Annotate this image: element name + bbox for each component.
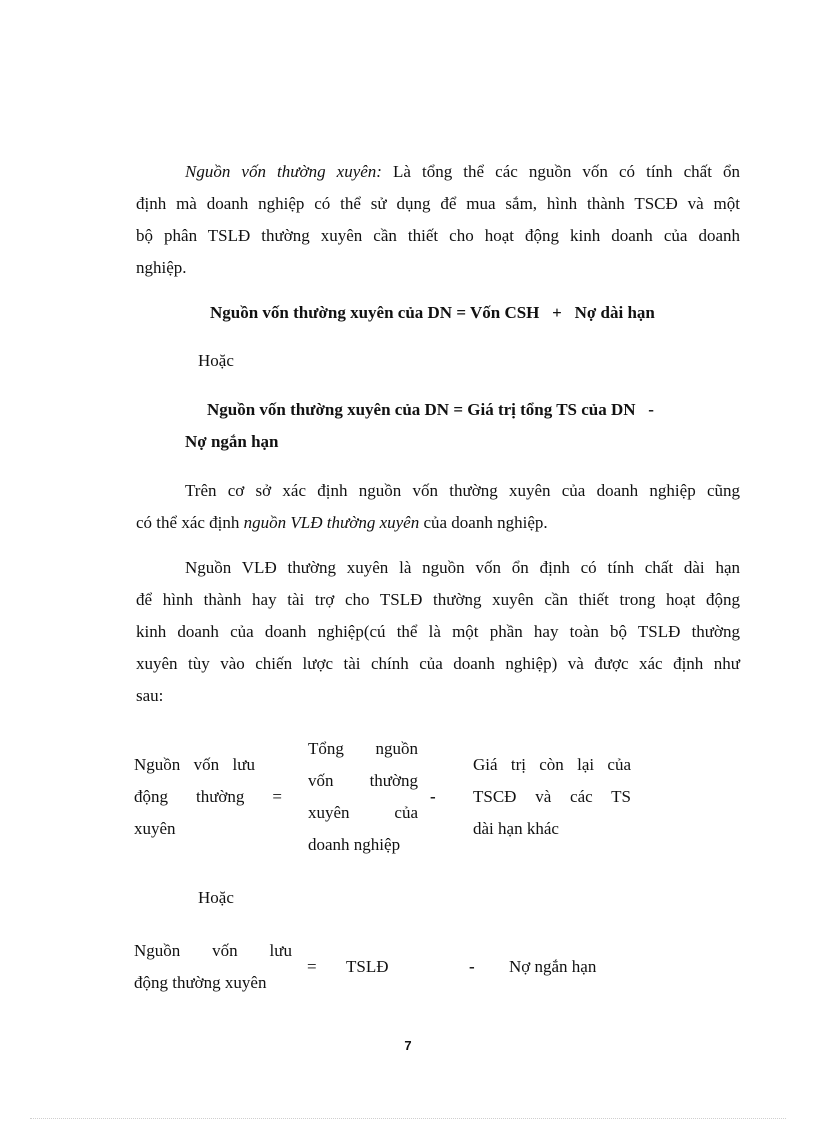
table2-left-line1: Nguồn vốn lưu [134,941,292,960]
para3-line5: sau: [136,686,164,705]
para1-line4: nghiệp. [136,258,187,277]
formula-1: Nguồn vốn thường xuyên của DN = Vốn CSH + Nợ dài hạn [210,303,655,322]
or-label-2: Hoặc [198,888,234,907]
table2-middle: TSLĐ [346,957,389,976]
page-bottom-divider [30,1118,786,1119]
table1-right-line2: TSCĐ và các TS [473,787,631,806]
formula-2-line2: Nợ ngắn hạn [185,432,279,451]
table2-minus-operator: - [469,957,475,976]
para1-line3: bộ phân TSLĐ thường xuyên cần thiết cho hoạt động kinh doanh của doanh [136,226,740,245]
term-nguon-vld-thuong-xuyen: nguồn VLĐ thường xuyên [243,513,420,532]
page-number: 7 [404,1038,412,1053]
table1-middle-line4: doanh nghiệp [308,835,401,854]
formula-2-line1: Nguồn vốn thường xuyên của DN = Giá trị tổng TS của DN - [207,400,654,419]
para3-line4: xuyên tùy vào chiến lược tài chính của doanh nghiệp) và được xác định như [136,654,740,673]
table1-left-line2: động thường = [134,787,282,806]
para2-line2: có thể xác định nguồn VLĐ thường xuyên của doanh nghiệp. [136,513,548,532]
para3-line1: Nguồn VLĐ thường xuyên là nguồn vốn ổn định có tính chất dài hạn [185,558,740,577]
table2-equals: = [307,957,317,976]
term-nguon-von-thuong-xuyen: Nguồn vốn thường xuyên: [185,162,382,181]
table2-right: Nợ ngắn hạn [509,957,597,976]
table1-left-line3: xuyên [134,819,176,838]
table1-middle-line2: vốn thường [308,771,418,790]
table2-left-line2: động thường xuyên [134,973,267,992]
table1-right-line1: Giá trị còn lại của [473,755,631,774]
or-label-1: Hoặc [198,351,234,370]
para3-line3: kinh doanh của doanh nghiệp(cú thể là một phần hay toàn bộ TSLĐ thường [136,622,740,641]
para1-line2: định mà doanh nghiệp có thể sử dụng để mua sắm, hình thành TSCĐ và một [136,194,740,213]
para1-line1: Nguồn vốn thường xuyên: Là tổng thể các nguồn vốn có tính chất ổn [185,162,740,181]
para3-line2: để hình thành hay tài trợ cho TSLĐ thường xuyên cần thiết trong hoạt động [136,590,740,609]
table1-left-line1: Nguồn vốn lưu [134,755,255,774]
table1-middle-line3: xuyên của [308,803,418,822]
para2-line1: Trên cơ sở xác định nguồn vốn thường xuyên của doanh nghiệp cũng [185,481,740,500]
table1-minus-operator: - [430,787,436,806]
table1-right-line3: dài hạn khác [473,819,559,838]
table1-middle-line1: Tổng nguồn [308,739,418,758]
